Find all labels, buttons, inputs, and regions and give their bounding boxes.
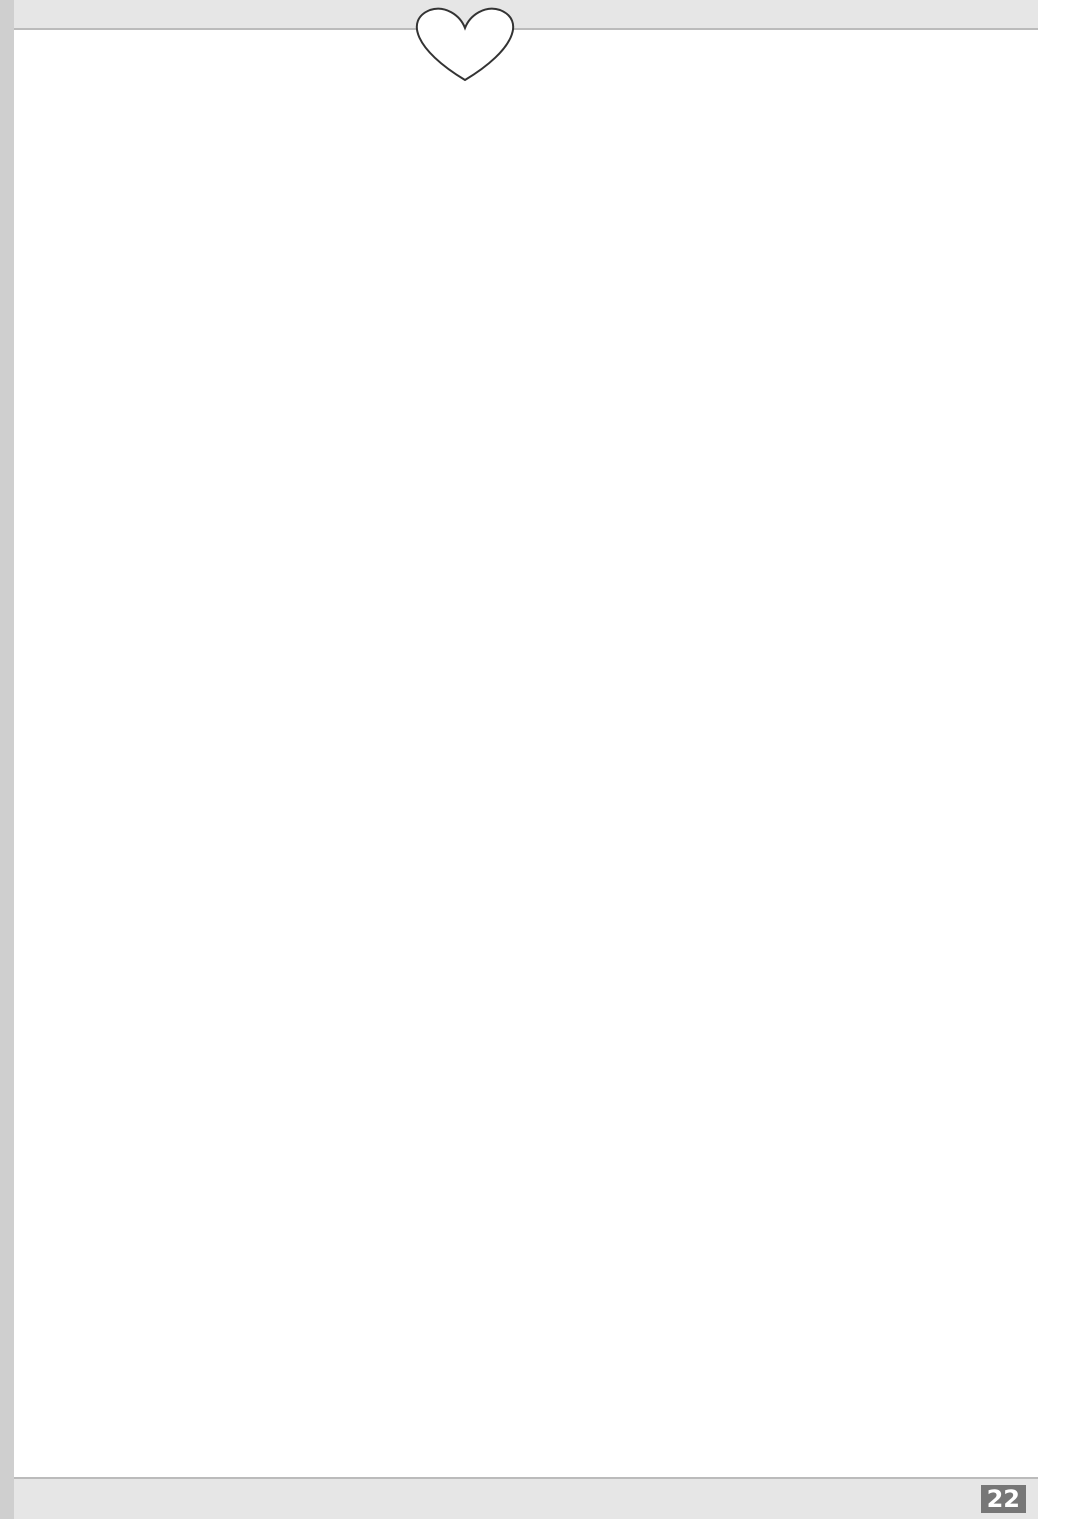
header-heart-illustration [395,0,535,85]
text-band-3 [80,1050,980,1465]
text-band-1 [80,100,980,500]
page-number: 22 [981,1485,1026,1513]
text-band-2 [80,565,980,995]
footer-band [14,1477,1038,1519]
